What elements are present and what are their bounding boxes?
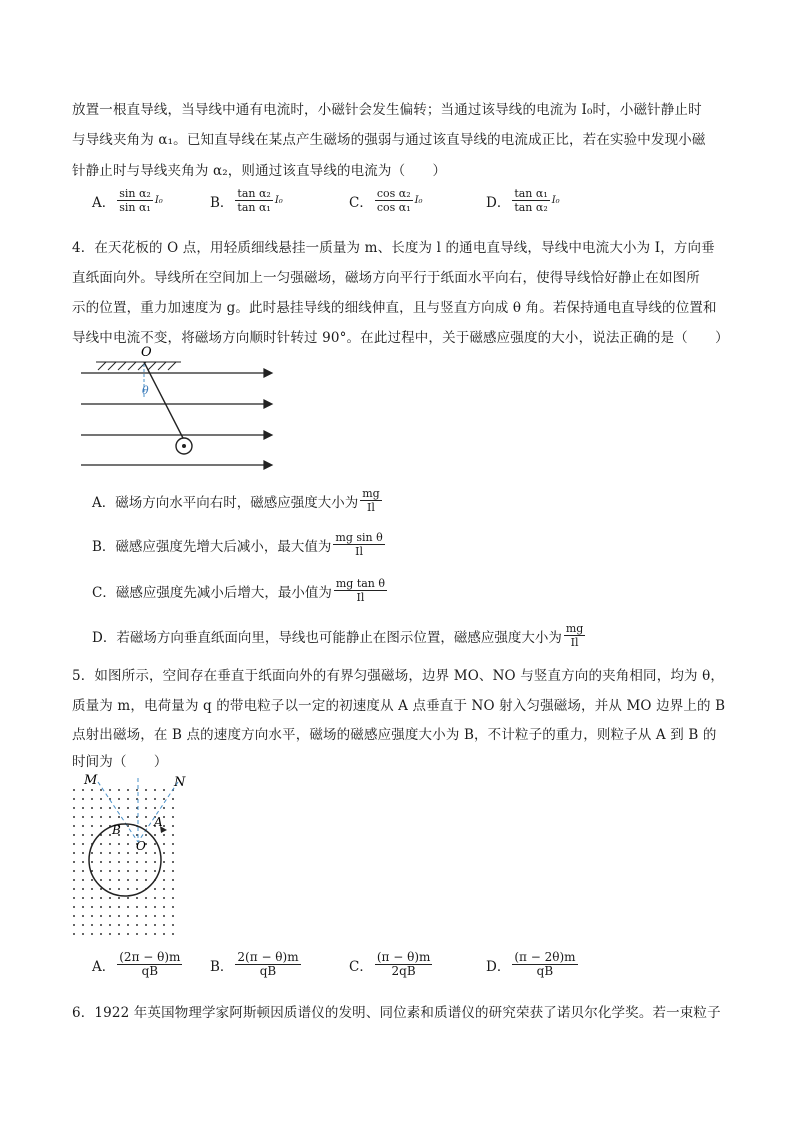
field-dot	[163, 807, 165, 809]
suspension-thread	[144, 362, 184, 440]
q5-line-2: 质量为 m，电荷量为 q 的带电粒子以一定的初速度从 A 点垂直于 NO 射入匀强磁场，并从 MO 边界上的 B	[72, 698, 726, 714]
label-theta: θ	[142, 384, 149, 397]
ceiling-hatch	[96, 362, 181, 370]
field-dot	[73, 915, 75, 917]
field-dot	[109, 924, 111, 926]
field-dot	[163, 915, 165, 917]
q5-line-4: 时间为（ ）	[72, 754, 168, 770]
field-dot	[136, 870, 138, 872]
field-dot	[100, 933, 102, 935]
field-dot	[73, 834, 75, 836]
q6-line-1: 6．1922 年英国物理学家阿斯顿因质谱仪的发明、同位素和质谱仪的研究荣获了诺贝尔化学奖。若一束粒子	[72, 1005, 721, 1021]
field-dot	[136, 933, 138, 935]
field-dot	[145, 861, 147, 863]
field-dot	[127, 915, 129, 917]
field-dot	[145, 798, 147, 800]
field-dot	[73, 843, 75, 845]
field-dot	[118, 852, 120, 854]
q4-option-a[interactable]: A．磁场方向水平向右时，磁感应强度大小为 $\frac{mg}{Il}$	[92, 487, 380, 514]
fraction: $\frac{\text{mg tan θ}}{Il}$	[335, 577, 385, 604]
field-dot	[118, 870, 120, 872]
field-dot	[136, 915, 138, 917]
fraction: $\frac{\text{tan α₁}}{\text{tan α₂}}$	[514, 187, 548, 214]
field-dot	[127, 861, 129, 863]
field-dot	[163, 825, 165, 827]
field-dot	[172, 843, 174, 845]
field-dot	[154, 933, 156, 935]
field-dot	[118, 843, 120, 845]
field-dot	[82, 861, 84, 863]
field-dot	[109, 870, 111, 872]
field-dot	[136, 888, 138, 890]
q3-line-2: 与导线夹角为 α₁。已知直导线在某点产生磁场的强弱与通过该直导线的电流成正比，若在实验中发现小磁	[72, 132, 706, 148]
field-dot	[145, 816, 147, 818]
field-dot	[127, 888, 129, 890]
field-dot	[73, 924, 75, 926]
field-dot	[73, 897, 75, 899]
field-dot	[163, 843, 165, 845]
field-dot	[91, 924, 93, 926]
fraction: $\frac{\text{cos α₂}}{\text{cos α₁}}$	[376, 187, 411, 214]
field-dot	[100, 861, 102, 863]
field-dot	[127, 798, 129, 800]
fraction: $\frac{(2\pi - \theta)m}{qB}$	[119, 950, 181, 978]
fraction: $\frac{(\pi - \theta)m}{2qB}$	[376, 950, 431, 978]
field-dot	[163, 861, 165, 863]
field-dot	[154, 789, 156, 791]
field-dot	[82, 807, 84, 809]
field-dot	[91, 798, 93, 800]
field-dot	[172, 825, 174, 827]
field-dot	[82, 816, 84, 818]
field-dot	[82, 852, 84, 854]
q4-line-3: 示的位置，重力加速度为 g。此时悬挂导线的细线伸直，且与竖直方向成 θ 角。若保持通电直导线的位置和	[72, 300, 717, 316]
field-dot	[118, 915, 120, 917]
field-dot	[100, 879, 102, 881]
field-dot	[127, 933, 129, 935]
field-dot	[109, 861, 111, 863]
field-dot	[91, 852, 93, 854]
q3-line-3: 针静止时与导线夹角为 α₂，则通过该直导线的电流为（ ）	[72, 163, 447, 179]
field-dot	[154, 861, 156, 863]
field-dot	[154, 906, 156, 908]
field-dot	[163, 897, 165, 899]
current-dot	[182, 444, 186, 448]
field-dot	[172, 897, 174, 899]
field-dot	[154, 915, 156, 917]
field-dot	[91, 915, 93, 917]
field-dot	[91, 834, 93, 836]
field-dot	[118, 933, 120, 935]
field-dot	[163, 834, 165, 836]
field-dot	[172, 861, 174, 863]
field-dot	[82, 924, 84, 926]
field-dot	[154, 888, 156, 890]
field-dot	[100, 870, 102, 872]
q4-figure	[76, 340, 286, 475]
fraction: $\frac{\text{sin α₂}}{\text{sin α₁}}$	[119, 187, 151, 214]
field-dot	[172, 816, 174, 818]
q3-option-b[interactable]: B． $\frac{\text{tan α₂}}{\text{tan α₁}}$ I₀	[210, 187, 283, 214]
field-dot	[82, 933, 84, 935]
field-dot	[145, 906, 147, 908]
field-dot	[73, 798, 75, 800]
q5-option-a[interactable]: A． $\frac{(2\pi - \theta)m}{qB}$	[92, 950, 181, 978]
field-dot	[136, 789, 138, 791]
q4-option-b[interactable]: B．磁感应强度先增大后减小，最大值为 $\frac{\text{mg sin θ}}{Il}$	[92, 531, 383, 558]
field-dot	[136, 879, 138, 881]
field-dot	[127, 852, 129, 854]
field-dot	[82, 888, 84, 890]
field-dot	[172, 870, 174, 872]
label-b: B	[112, 823, 121, 837]
field-dot	[118, 897, 120, 899]
field-dot	[73, 870, 75, 872]
field-dot	[91, 807, 93, 809]
field-dot	[127, 924, 129, 926]
field-dot	[91, 906, 93, 908]
field-dot	[145, 834, 147, 836]
q5-option-b[interactable]: B． $\frac{2(\pi - \theta)m}{qB}$	[210, 950, 299, 978]
field-dot	[136, 897, 138, 899]
field-dot	[91, 789, 93, 791]
field-dot	[136, 861, 138, 863]
field-dot	[136, 906, 138, 908]
field-dot	[172, 888, 174, 890]
fraction: $\frac{\text{tan α₂}}{\text{tan α₁}}$	[237, 187, 271, 214]
field-dot	[127, 870, 129, 872]
field-dot	[91, 816, 93, 818]
field-dot	[73, 888, 75, 890]
field-dot	[82, 870, 84, 872]
field-dot	[127, 879, 129, 881]
field-dot	[73, 879, 75, 881]
field-lines	[81, 369, 272, 469]
field-dot	[172, 906, 174, 908]
field-dot	[109, 897, 111, 899]
field-dot	[109, 789, 111, 791]
field-dot	[172, 834, 174, 836]
field-dot	[100, 897, 102, 899]
q3-line-1: 放置一根直导线，当导线中通有电流时，小磁针会发生偏转；当通过该导线的电流为 I₀时，小磁针静止时	[72, 102, 702, 118]
field-dot	[109, 915, 111, 917]
field-dot	[172, 924, 174, 926]
field-dot	[154, 807, 156, 809]
field-dot	[109, 879, 111, 881]
field-dot	[73, 825, 75, 827]
q5-line-3: 点射出磁场，在 B 点的速度方向水平，磁场的磁感应强度大小为 B，不计粒子的重力，则粒子从 A 到 B 的	[72, 727, 717, 743]
field-dot	[100, 825, 102, 827]
field-dot	[118, 816, 120, 818]
field-dot	[73, 807, 75, 809]
field-dot	[172, 807, 174, 809]
field-dot	[82, 843, 84, 845]
field-dot	[145, 879, 147, 881]
field-dot	[91, 879, 93, 881]
magnetic-field-dots	[73, 789, 174, 935]
label-o: O	[141, 345, 152, 360]
field-dot	[73, 906, 75, 908]
field-dot	[145, 870, 147, 872]
fraction: $\frac{mg}{Il}$	[565, 622, 584, 649]
label-a: A	[154, 815, 163, 829]
field-dot	[100, 789, 102, 791]
field-dot	[127, 816, 129, 818]
fraction: $\frac{2(\pi - \theta)m}{qB}$	[237, 950, 299, 978]
field-dot	[109, 852, 111, 854]
field-dot	[82, 834, 84, 836]
field-dot	[163, 888, 165, 890]
field-dot	[100, 852, 102, 854]
field-dot	[136, 924, 138, 926]
field-dot	[118, 807, 120, 809]
particle-trajectory	[89, 824, 161, 896]
field-dot	[73, 933, 75, 935]
fraction: $\frac{\text{mg sin θ}}{Il}$	[335, 531, 383, 558]
field-dot	[145, 897, 147, 899]
field-dot	[100, 906, 102, 908]
boundary-no	[138, 782, 178, 842]
field-dot	[109, 843, 111, 845]
field-dot	[118, 906, 120, 908]
field-dot	[154, 798, 156, 800]
field-dot	[172, 915, 174, 917]
field-dot	[109, 906, 111, 908]
field-dot	[91, 897, 93, 899]
field-dot	[145, 933, 147, 935]
q3-option-a[interactable]: A． $\frac{\text{sin α₂}}{\text{sin α₁}}$ I₀	[92, 187, 163, 214]
field-dot	[82, 897, 84, 899]
field-dot	[154, 834, 156, 836]
field-dot	[100, 924, 102, 926]
field-dot	[118, 861, 120, 863]
field-dot	[127, 789, 129, 791]
field-dot	[73, 816, 75, 818]
field-dot	[73, 861, 75, 863]
field-dot	[91, 933, 93, 935]
field-dot	[145, 924, 147, 926]
field-dot	[118, 924, 120, 926]
q3-option-d[interactable]: D． $\frac{\text{tan α₁}}{\text{tan α₂}}$ I₀	[486, 187, 560, 214]
field-dot	[163, 789, 165, 791]
q5-figure	[70, 770, 186, 942]
q4-line-1: 4．在天花板的 O 点，用轻质细线悬挂一质量为 m、长度为 l 的通电直导线，导线中电流大小为 I，方向垂	[72, 240, 715, 256]
field-dot	[163, 933, 165, 935]
label-o: O	[136, 839, 146, 853]
q4-line-2: 直纸面向外。导线所在空间加上一匀强磁场，磁场方向平行于纸面水平向右，使得导线恰好静止在如图所	[72, 270, 700, 286]
field-dot	[163, 879, 165, 881]
field-dot	[109, 933, 111, 935]
field-dot	[163, 816, 165, 818]
field-dot	[145, 825, 147, 827]
q4-option-c[interactable]: C．磁感应强度先减小后增大，最小值为 $\frac{\text{mg tan θ}}{Il}$	[92, 577, 385, 604]
field-dot	[91, 888, 93, 890]
field-dot	[163, 924, 165, 926]
field-dot	[118, 798, 120, 800]
field-dot	[172, 879, 174, 881]
field-dot	[145, 789, 147, 791]
field-dot	[154, 924, 156, 926]
q4-line-4: 导线中电流不变，将磁场方向顺时针转过 90°。在此过程中，关于磁感应强度的大小，说法正确的是（ ）	[72, 330, 729, 346]
field-dot	[82, 825, 84, 827]
fraction: $\frac{mg}{Il}$	[362, 487, 380, 514]
field-dot	[154, 852, 156, 854]
field-dot	[172, 852, 174, 854]
field-dot	[172, 933, 174, 935]
field-dot	[127, 834, 129, 836]
field-dot	[82, 915, 84, 917]
field-dot	[100, 915, 102, 917]
label-n: N	[174, 775, 186, 790]
field-dot	[91, 861, 93, 863]
field-dot	[100, 816, 102, 818]
field-dot	[118, 789, 120, 791]
field-dot	[100, 807, 102, 809]
field-dot	[127, 807, 129, 809]
field-dot	[109, 816, 111, 818]
field-dot	[109, 807, 111, 809]
field-dot	[73, 852, 75, 854]
field-dot	[145, 807, 147, 809]
field-dot	[172, 798, 174, 800]
field-dot	[154, 870, 156, 872]
q3-option-c[interactable]: C． $\frac{\text{cos α₂}}{\text{cos α₁}}$ I₀	[349, 187, 423, 214]
field-dot	[127, 897, 129, 899]
field-dot	[91, 825, 93, 827]
field-dot	[82, 789, 84, 791]
field-dot	[118, 888, 120, 890]
field-dot	[100, 843, 102, 845]
label-m: M	[84, 773, 98, 788]
field-dot	[127, 906, 129, 908]
field-dot	[82, 798, 84, 800]
field-dot	[109, 888, 111, 890]
field-dot	[154, 897, 156, 899]
field-dot	[73, 789, 75, 791]
q5-option-d[interactable]: D． $\frac{(\pi - 2\theta)m}{qB}$	[486, 950, 576, 978]
q5-line-1: 5．如图所示，空间存在垂直于纸面向外的有界匀强磁场，边界 MO、NO 与竖直方向的夹角相同，均为 θ，	[72, 668, 725, 684]
field-dot	[82, 879, 84, 881]
field-dot	[163, 870, 165, 872]
field-dot	[118, 879, 120, 881]
field-dot	[154, 843, 156, 845]
q4-option-d[interactable]: D．若磁场方向垂直纸面向里，导线也可能静止在图示位置，磁感应强度大小为 $\frac{mg}{Il}$	[92, 622, 584, 649]
field-dot	[163, 906, 165, 908]
field-dot	[145, 915, 147, 917]
field-dot	[109, 834, 111, 836]
field-dot	[163, 798, 165, 800]
q5-option-c[interactable]: C． $\frac{(\pi - \theta)m}{2qB}$	[349, 950, 431, 978]
fraction: $\frac{(\pi - 2\theta)m}{qB}$	[514, 950, 576, 978]
field-dot	[100, 798, 102, 800]
field-dot	[163, 852, 165, 854]
field-dot	[82, 906, 84, 908]
field-dot	[127, 843, 129, 845]
